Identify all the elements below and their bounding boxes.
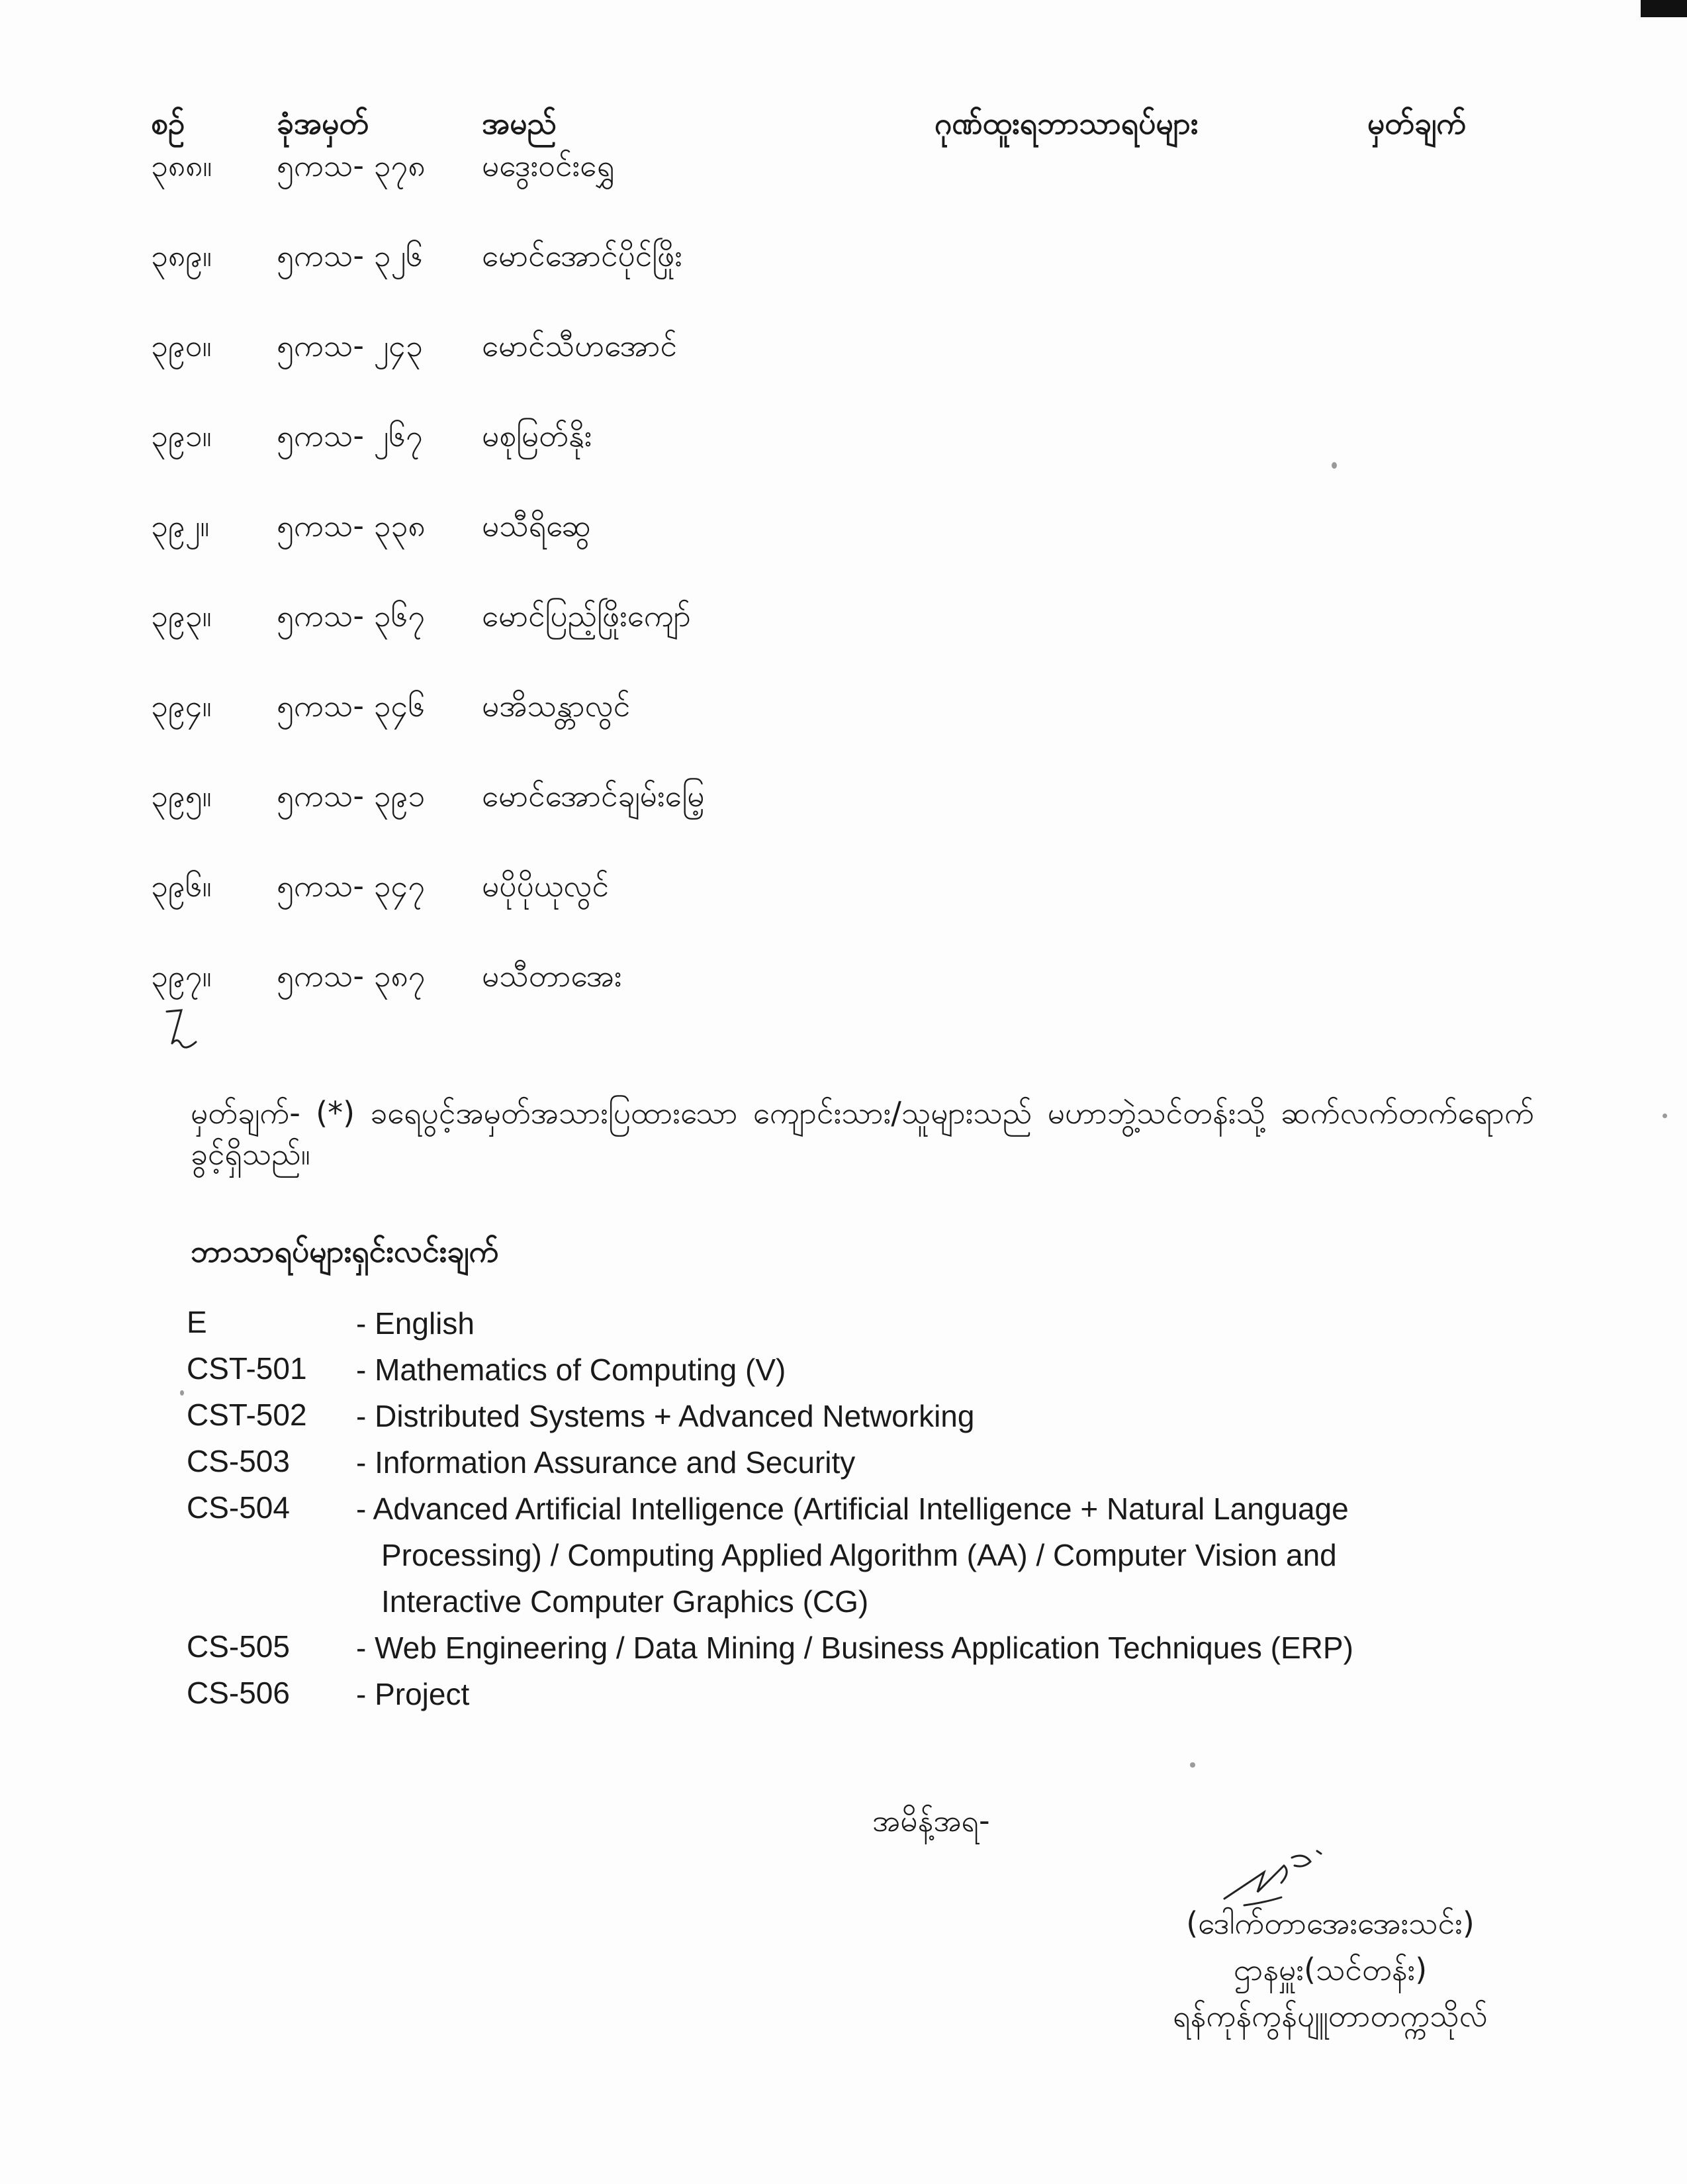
row-roll-no: ၅ကသ- ၃၄၇ bbox=[277, 868, 426, 904]
row-serial-no: ၃၉၂။ bbox=[151, 508, 210, 544]
legend-line: Interactive Computer Graphics (CG) bbox=[381, 1584, 869, 1619]
scan-speck bbox=[1190, 1762, 1195, 1768]
legend-code: CS-506 bbox=[187, 1676, 290, 1710]
legend-description bbox=[356, 1439, 1521, 1486]
row-serial-no: ၃၉၃။ bbox=[151, 598, 212, 634]
row-name: မောင်အောင်ချမ်းမြေ့ bbox=[482, 778, 705, 814]
table-row bbox=[0, 507, 1687, 560]
legend-description bbox=[356, 1393, 1521, 1439]
signatory-title: ဌာနမှူး(သင်တန်း) bbox=[1233, 1952, 1428, 1987]
table-row bbox=[0, 147, 1687, 200]
legend-code: CS-504 bbox=[187, 1490, 290, 1525]
signatory-organization: ရန်ကုန်ကွန်ပျူတာတက္ကသိုလ် bbox=[1173, 1998, 1488, 2034]
table-row bbox=[0, 777, 1687, 830]
table-row bbox=[0, 867, 1687, 920]
table-header bbox=[0, 105, 1687, 151]
signatory-block bbox=[1125, 1900, 1535, 2039]
row-name: မပိုပိုယုလွင် bbox=[482, 868, 610, 904]
legend-code: CST-501 bbox=[187, 1351, 307, 1386]
by-order-label: အမိန့်အရ- bbox=[872, 1803, 990, 1838]
row-name: မအိသန္တာလွင် bbox=[482, 688, 631, 724]
row-serial-no: ၃၈၈။ bbox=[151, 148, 212, 183]
row-roll-no: ၅ကသ- ၃၄၆ bbox=[277, 688, 426, 724]
table-row bbox=[0, 687, 1687, 740]
header-serial-no: စဥ် bbox=[151, 105, 185, 141]
legend-code: CST-502 bbox=[187, 1398, 307, 1432]
legend-line: - Information Assurance and Security bbox=[356, 1445, 856, 1480]
scan-edge-mark bbox=[1641, 0, 1687, 17]
row-roll-no: ၅ကသ- ၃၈၇ bbox=[277, 958, 426, 994]
row-name: မသီရိဆွေ bbox=[482, 508, 591, 544]
row-serial-no: ၃၉၅။ bbox=[151, 778, 212, 814]
row-roll-no: ၅ကသ- ၃၂၆ bbox=[277, 238, 423, 273]
row-name: မဒွေးဝင်းရွှေ bbox=[482, 148, 615, 183]
legend-line: - Mathematics of Computing (V) bbox=[356, 1353, 786, 1387]
scan-speck bbox=[1663, 1114, 1667, 1118]
legend-description bbox=[356, 1671, 1521, 1717]
header-distinction-subjects: ဂုဏ်ထူးရဘာသာရပ်များ bbox=[935, 105, 1199, 141]
row-roll-no: ၅ကသ- ၃၇၈ bbox=[277, 148, 426, 183]
legend-line: - Advanced Artificial Intelligence (Artificial Intelligence + Natural Language bbox=[356, 1492, 1349, 1526]
row-roll-no: ၅ကသ- ၃၉၁ bbox=[277, 778, 426, 814]
table-row bbox=[0, 417, 1687, 470]
scan-speck bbox=[180, 1390, 184, 1396]
row-name: မသီတာအေး bbox=[482, 958, 622, 994]
header-name: အမည် bbox=[482, 105, 557, 141]
legend-description bbox=[356, 1486, 1521, 1625]
row-serial-no: ၃၉၄။ bbox=[151, 688, 212, 724]
table-row bbox=[0, 327, 1687, 380]
row-serial-no: ၃၉၆။ bbox=[151, 868, 212, 904]
row-roll-no: ၅ကသ- ၃၃၈ bbox=[277, 508, 426, 544]
note-paragraph: မှတ်ချက်- (*) ခရေပွင့်အမှတ်အသားပြထားသော ကျောင်းသား/သူများသည် မဟာဘွဲ့သင်တန်းသို့ ဆက်လက်တက်ရောက်ခွင့်ရှိသည်။ bbox=[191, 1095, 1534, 1172]
legend-code: E bbox=[187, 1305, 207, 1339]
legend-code: CS-505 bbox=[187, 1629, 290, 1664]
row-name: မောင်အောင်ပိုင်ဖြိုး bbox=[482, 238, 682, 273]
row-name: မောင်သီဟအောင် bbox=[482, 328, 678, 363]
table-row bbox=[0, 597, 1687, 650]
row-serial-no: ၃၈၉။ bbox=[151, 238, 212, 273]
legend-line: - Project bbox=[356, 1677, 470, 1711]
row-roll-no: ၅ကသ- ၃၆၇ bbox=[277, 598, 426, 634]
row-serial-no: ၃၉၁။ bbox=[151, 418, 212, 453]
legend-line: - Distributed Systems + Advanced Networking bbox=[356, 1399, 975, 1433]
row-serial-no: ၃၉၀။ bbox=[151, 328, 212, 363]
row-name: မစုမြတ်နိုး bbox=[482, 418, 592, 453]
row-roll-no: ၅ကသ- ၂၄၃ bbox=[277, 328, 423, 363]
signatory-name: (ဒေါက်တာအေးအေးသင်း) bbox=[1186, 1905, 1475, 1941]
header-remark: မှတ်ချက် bbox=[1367, 105, 1467, 141]
legend-description bbox=[356, 1625, 1521, 1671]
legend-line: Processing) / Computing Applied Algorithm (AA) / Computer Vision and bbox=[381, 1538, 1337, 1572]
legend-title: ဘာသာရပ်များရှင်းလင်းချက် bbox=[191, 1233, 499, 1269]
legend-code: CS-503 bbox=[187, 1444, 290, 1478]
legend-line: - Web Engineering / Data Mining / Business Application Techniques (ERP) bbox=[356, 1631, 1353, 1665]
row-roll-no: ၅ကသ- ၂၆၇ bbox=[277, 418, 423, 453]
table-row bbox=[0, 237, 1687, 290]
legend-description bbox=[356, 1300, 1521, 1347]
legend-description bbox=[356, 1347, 1521, 1393]
table-row bbox=[0, 957, 1687, 1010]
row-serial-no: ၃၉၇။ bbox=[151, 958, 212, 994]
handwritten-check-mark bbox=[161, 1005, 201, 1058]
legend-line: - English bbox=[356, 1306, 475, 1341]
header-roll-no: ခုံအမှတ် bbox=[277, 105, 369, 141]
row-name: မောင်ပြည့်ဖြိုးကျော် bbox=[482, 598, 691, 634]
